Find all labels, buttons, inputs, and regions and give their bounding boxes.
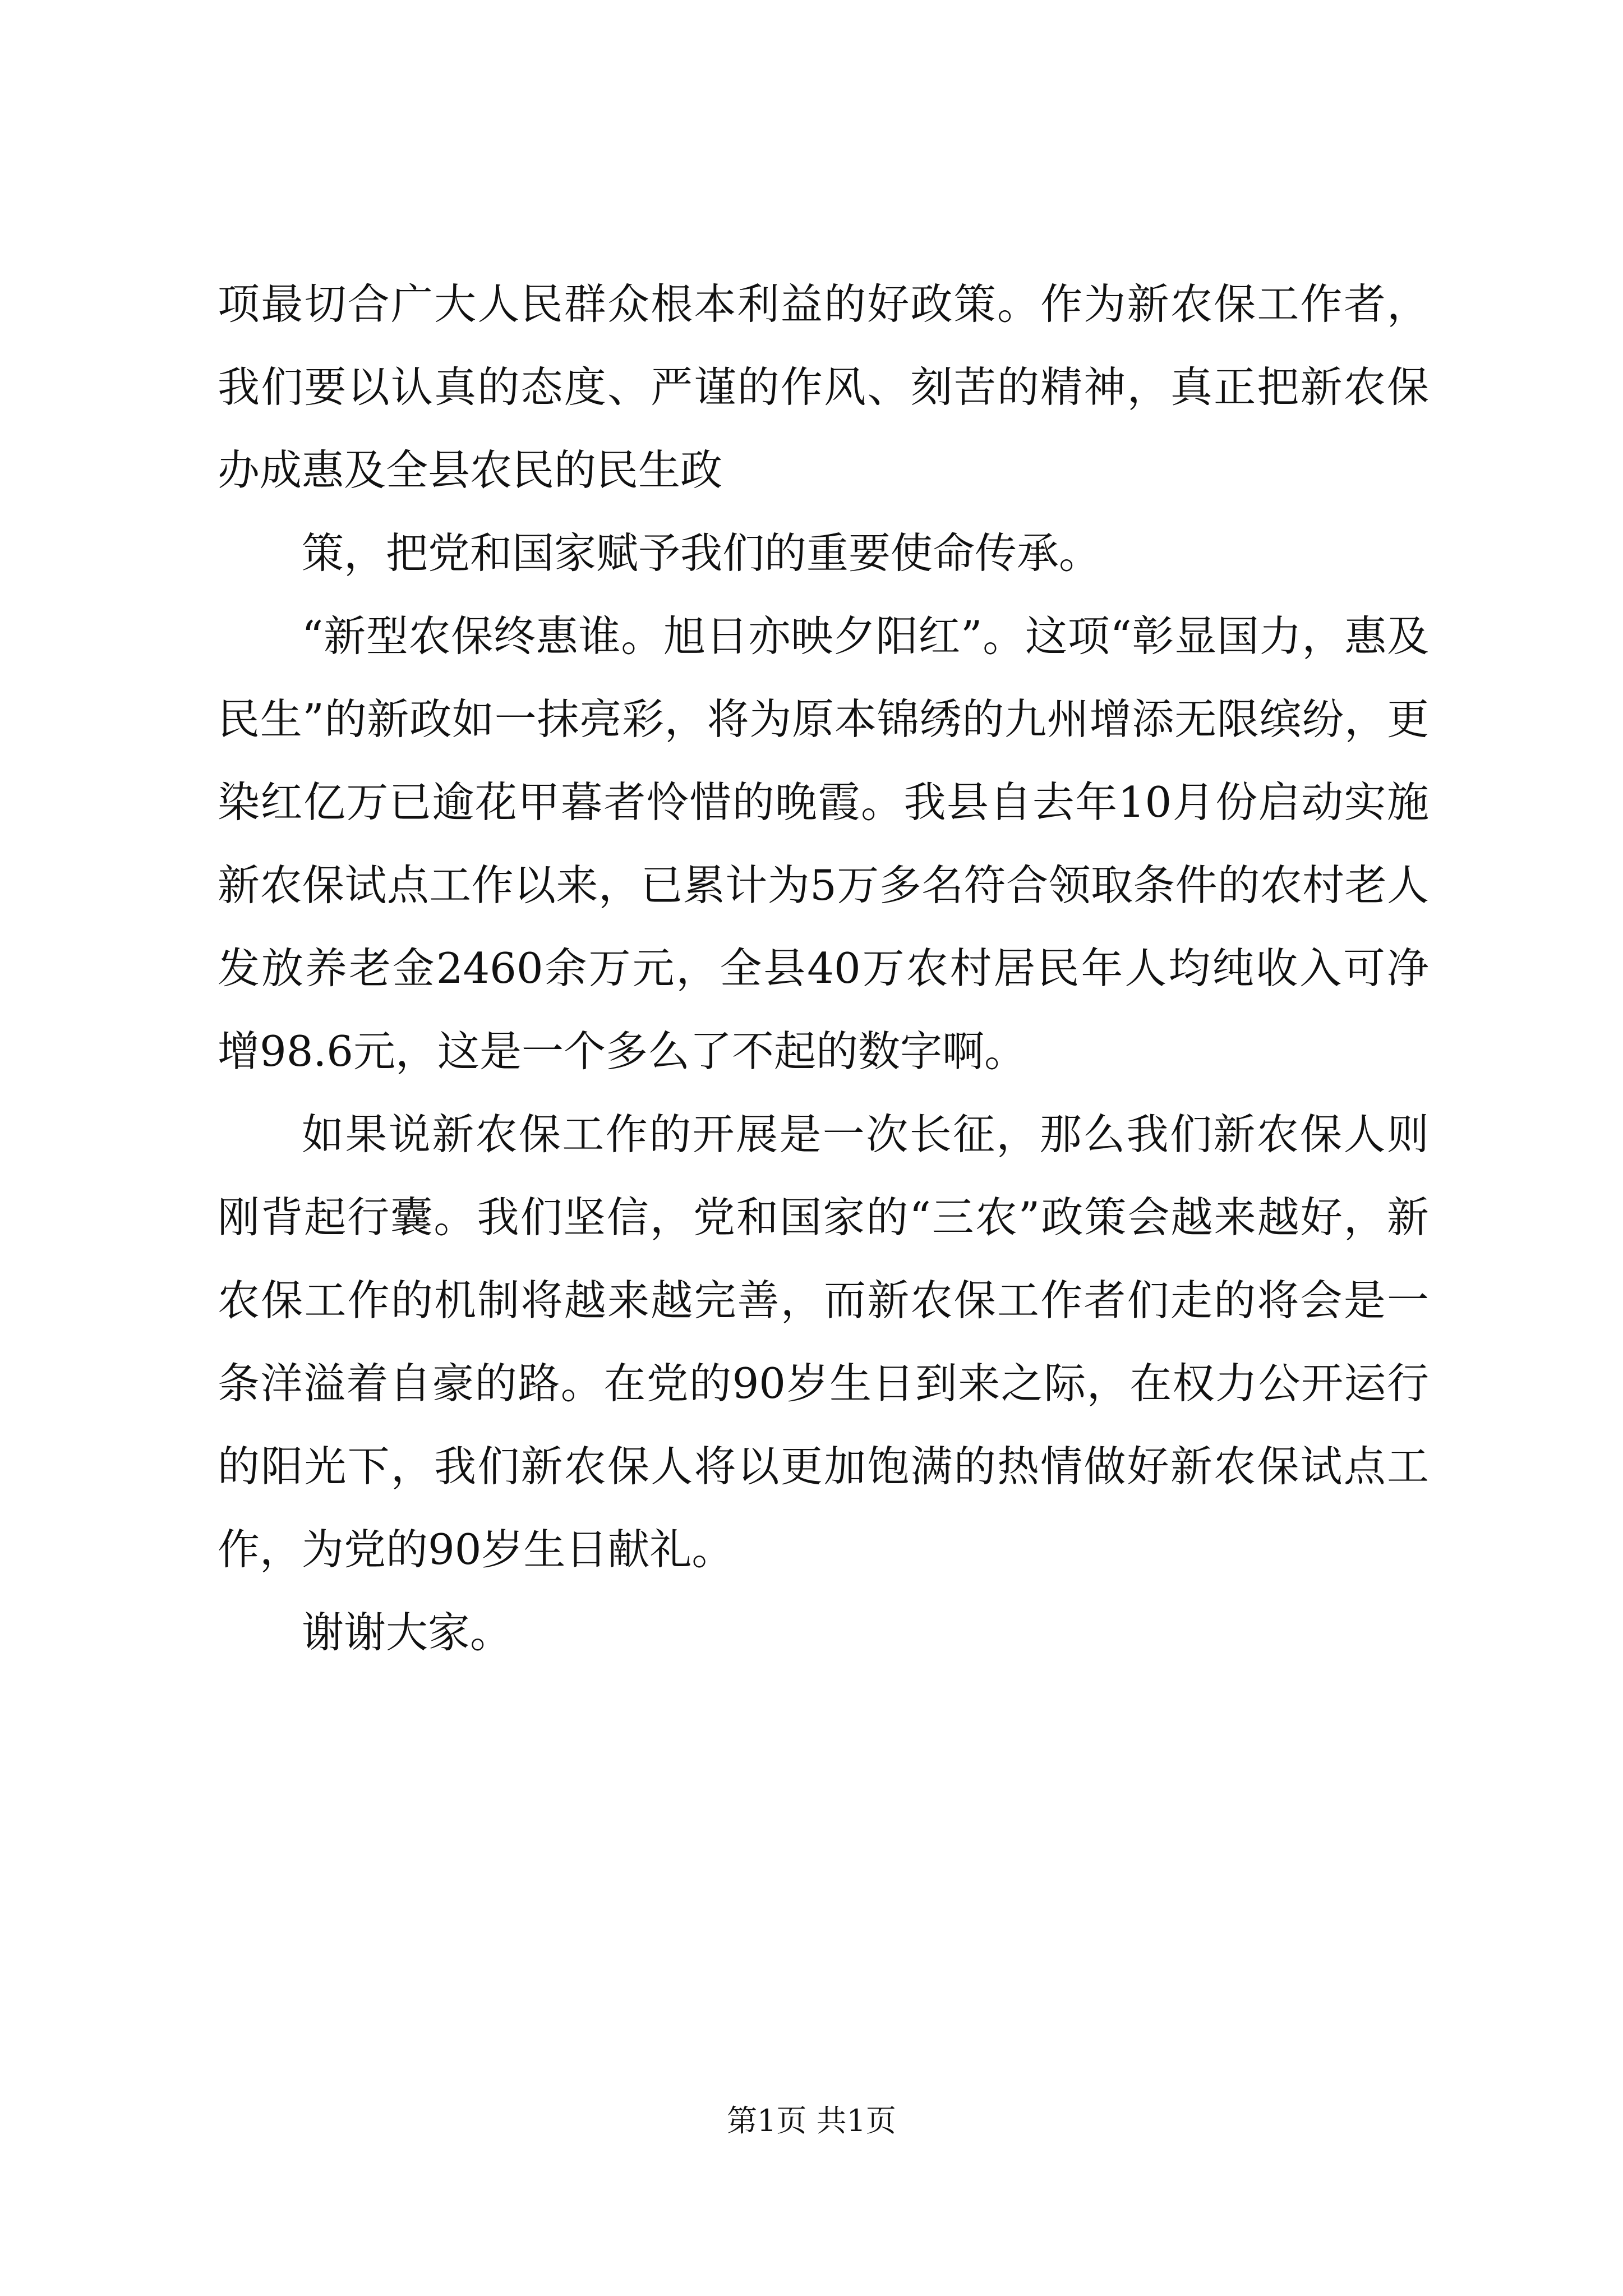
page-footer: 第1页 共1页: [727, 2103, 896, 2138]
paragraph-long-march: 如果说新农保工作的开展是一次长征，那么我们新农保人则刚背起行囊。我们坚信，党和国家的“三农”政策会越来越好，新农保工作的机制将越来越完善，而新农保工作者们走的将会是一条洋溢着自豪的路。在党的90岁生日到来之际，在权力公开运行的阳光下，我们新农保人将以更加饱满的热情做好新农保试点工作，为党的90岁生日献礼。: [218, 1110, 1429, 1574]
document-body: [218, 263, 1429, 1674]
paragraph-continuation: 项最切合广大人民群众根本利益的好政策。作为新农保工作者，我们要以认真的态度、严谨的作风、刻苦的精神，真正把新农保办成惠及全县农民的民生政: [218, 279, 1429, 495]
paragraph-continuation-2: 策，把党和国家赋予我们的重要使命传承。: [302, 528, 1101, 578]
paragraph-new-rural-insurance: “新型农保终惠谁。旭日亦映夕阳红”。这项“彰显国力，惠及民生”的新政如一抹亮彩，将为原本锦绣的九州增添无限缤纷，更染红亿万已逾花甲暮者怜惜的晚霞。我县自去年10月份启动实施新农保试点工作以来，已累计为5万多名符合领取条件的农村老人发放养老金2460余万元，全县40万农村居民年人均纯收入可净增98.6元，这是一个多么了不起的数字啊。: [218, 611, 1429, 1076]
paragraph-thanks: 谢谢大家。: [302, 1608, 513, 1657]
